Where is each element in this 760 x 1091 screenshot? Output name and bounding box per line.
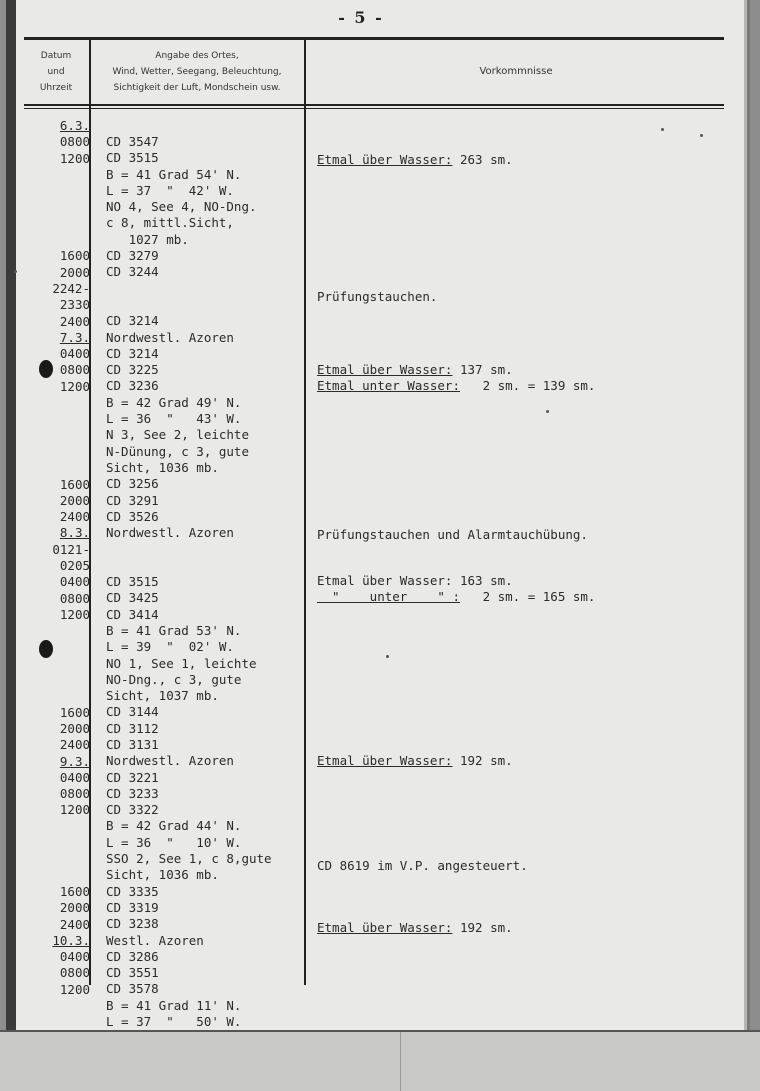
time-column (30, 118, 90, 1063)
position-line: SSO 2, See 1, c 8,gute (106, 851, 272, 867)
time-entry: 0205 (59, 558, 90, 574)
time-entry: 2000 (59, 900, 90, 916)
time-entry: 2400 (59, 916, 90, 932)
time-entry: 0121- (52, 541, 90, 557)
header-top-rule (24, 37, 724, 40)
ink-speck (14, 270, 17, 273)
position-line: B = 41 Grad 54' N. (106, 166, 242, 182)
time-entry (30, 819, 90, 835)
time-entry (30, 656, 90, 672)
event-etmal-7-3-under (317, 378, 595, 394)
event-etmal-7-3-over (317, 362, 513, 378)
position-line: Nordwestl. Azoren (106, 753, 234, 769)
date-entry: 9.3. (59, 753, 90, 769)
header-bottom-rule (24, 104, 724, 106)
event-pruefungstauchen (317, 289, 437, 305)
position-line: L = 36 " 10' W. (106, 834, 242, 850)
time-entry: 0800 (59, 134, 90, 150)
event-cd-angesteuert (317, 858, 528, 874)
time-entry (30, 998, 90, 1014)
time-entry: 0400 (59, 346, 90, 362)
position-line: NO 4, See 4, NO-Dng. (106, 199, 257, 215)
event-etmal-9-3 (317, 753, 513, 769)
event-label: Prüfungstauchen und Alarmtauchübung. (317, 527, 588, 542)
page-number: - 5 - (338, 8, 384, 27)
time-entry: 0400 (59, 949, 90, 965)
time-entry: 1200 (59, 802, 90, 818)
position-line: B = 42 Grad 44' N. (106, 818, 242, 834)
position-line: CD 3425 (106, 590, 159, 606)
position-line: CD 3286 (106, 948, 159, 964)
event-alarmtauchuebung (317, 527, 588, 543)
event-label: Etmal über Wasser: (317, 920, 453, 935)
position-line: Sicht, 1037 mb. (106, 688, 219, 704)
event-label: Etmal über Wasser: (317, 362, 453, 377)
position-line: L = 36 " 43' W. (106, 411, 242, 427)
date-entry: 8.3. (59, 525, 90, 541)
position-line: N-Dünung, c 3, gute (106, 443, 249, 459)
event-label: CD 8619 im V.P. angesteuert. (317, 858, 528, 873)
time-entry: 2400 (59, 509, 90, 525)
time-entry: 2400 (59, 313, 90, 329)
time-entry (30, 623, 90, 639)
event-label: Etmal über Wasser: (317, 152, 453, 167)
position-line: 1027 mb. (106, 231, 189, 247)
position-line: B = 41 Grad 53' N. (106, 622, 242, 638)
time-entry (30, 183, 90, 199)
ink-speck (386, 655, 389, 658)
time-entry: 0800 (59, 786, 90, 802)
position-line: Sicht, 1036 mb. (106, 867, 219, 883)
position-line: Sicht, 1036 mb. (106, 459, 219, 475)
time-entry: 1200 (59, 981, 90, 997)
page-binding-edge (6, 0, 16, 1030)
position-line: CD 3238 (106, 916, 159, 932)
time-entry: 1200 (59, 150, 90, 166)
event-value: 163 sm. (452, 573, 513, 588)
position-line: CD 3578 (106, 981, 159, 997)
time-entry: 0800 (59, 965, 90, 981)
time-entry: 1600 (59, 704, 90, 720)
time-entry: 0800 (59, 362, 90, 378)
position-line (106, 281, 306, 297)
position-weather-column (106, 134, 306, 1063)
position-line: CD 3322 (106, 802, 159, 818)
event-value: 2 sm. = 165 sm. (460, 589, 596, 604)
time-entry: 1200 (59, 606, 90, 622)
position-line: CD 3225 (106, 362, 159, 378)
time-entry: 1600 (59, 248, 90, 264)
ink-speck (700, 134, 703, 137)
event-label: " unter " : (317, 589, 460, 604)
position-line: CD 3244 (106, 264, 159, 280)
event-value: 192 sm. (452, 753, 513, 768)
position-line: CD 3551 (106, 965, 159, 981)
position-line: CD 3236 (106, 378, 159, 394)
time-entry (30, 411, 90, 427)
time-entry (30, 216, 90, 232)
time-entry (30, 167, 90, 183)
time-entry: 0400 (59, 769, 90, 785)
position-line: CD 3547 (106, 134, 159, 149)
ink-speck (546, 410, 549, 413)
position-line: CD 3233 (106, 785, 159, 801)
date-entry: 6.3. (59, 118, 90, 133)
time-entry: 2000 (59, 264, 90, 280)
time-entry (30, 868, 90, 884)
time-entry: 2242- (52, 280, 90, 296)
scan-seam (400, 1032, 401, 1091)
time-entry: 2330 (59, 297, 90, 313)
position-line: CD 3335 (106, 883, 159, 899)
position-line: Nordwestl. Azoren (106, 329, 234, 345)
position-line: CD 3214 (106, 313, 159, 329)
position-line: Westl. Azoren (106, 932, 204, 948)
event-label: Prüfungstauchen. (317, 289, 438, 304)
position-line: Nordwestl. Azoren (106, 525, 234, 541)
event-etmal-6-3 (317, 152, 513, 168)
position-line: NO 1, See 1, leichte (106, 655, 257, 671)
header-vorkommnisse: Vorkommnisse (479, 66, 553, 77)
time-entry (30, 688, 90, 704)
date-entry: 7.3. (59, 329, 90, 345)
position-line: CD 3526 (106, 508, 159, 524)
position-line: CD 3112 (106, 720, 159, 736)
time-entry: 2000 (59, 720, 90, 736)
header-ortes-wetter: Angabe des Ortes, Wind, Wetter, Seegang, Beleuchtung, Sichtigkeit der Luft, Mondschein usw. (112, 51, 282, 93)
position-line: L = 37 " 50' W. (106, 1014, 242, 1030)
position-line: c 8, mittl.Sicht, (106, 215, 234, 231)
position-line: CD 3319 (106, 899, 159, 915)
time-entry: 1200 (59, 378, 90, 394)
time-entry (30, 199, 90, 215)
time-entry (30, 428, 90, 444)
time-entry: 0400 (59, 574, 90, 590)
event-etmal-8-3-under (317, 589, 595, 605)
position-line: CD 3221 (106, 769, 159, 785)
date-entry: 10.3. (52, 932, 90, 948)
position-line: NO-Dng., c 3, gute (106, 671, 242, 687)
header-datum-uhrzeit: Datum und Uhrzeit (39, 51, 73, 93)
position-line: CD 3515 (106, 574, 159, 590)
position-line (106, 297, 306, 313)
position-line: B = 41 Grad 11' N. (106, 997, 242, 1013)
position-line: L = 37 " 42' W. (106, 182, 234, 198)
position-line: CD 3214 (106, 345, 159, 361)
time-entry (30, 444, 90, 460)
event-value: 192 sm. (452, 920, 513, 935)
position-line: L = 39 " 02' W. (106, 639, 234, 655)
header-underline (24, 108, 724, 109)
position-line: CD 3144 (106, 704, 159, 720)
time-entry: 2400 (59, 737, 90, 753)
event-value: 2 sm. = 139 sm. (460, 378, 596, 393)
time-entry: 0800 (59, 590, 90, 606)
time-entry: 1600 (59, 476, 90, 492)
event-etmal-8-3-over (317, 573, 513, 589)
position-line: CD 3414 (106, 606, 159, 622)
scan-bottom-strip (0, 1030, 760, 1091)
position-line: B = 42 Grad 49' N. (106, 394, 242, 410)
time-entry: 1600 (59, 883, 90, 899)
ink-speck (661, 128, 664, 131)
position-line (106, 541, 306, 557)
time-entry (30, 835, 90, 851)
position-line: CD 3256 (106, 476, 159, 492)
event-label: Etmal unter Wasser: (317, 378, 460, 393)
time-entry (30, 395, 90, 411)
time-entry (30, 460, 90, 476)
time-entry (30, 232, 90, 248)
time-entry: 2000 (59, 492, 90, 508)
event-label: Etmal über Wasser: (317, 573, 453, 588)
event-value: 137 sm. (452, 362, 513, 377)
position-line (106, 558, 306, 574)
position-line: CD 3279 (106, 248, 159, 264)
position-line: N 3, See 2, leichte (106, 427, 249, 443)
time-entry (30, 672, 90, 688)
event-value: 263 sm. (452, 152, 513, 167)
position-line: CD 3515 (106, 150, 159, 166)
time-entry (30, 1014, 90, 1030)
position-line: CD 3291 (106, 492, 159, 508)
position-line: CD 3131 (106, 736, 159, 752)
event-label: Etmal über Wasser: (317, 753, 453, 768)
time-entry (30, 851, 90, 867)
time-entry (30, 640, 90, 656)
event-etmal-10-3 (317, 920, 513, 936)
